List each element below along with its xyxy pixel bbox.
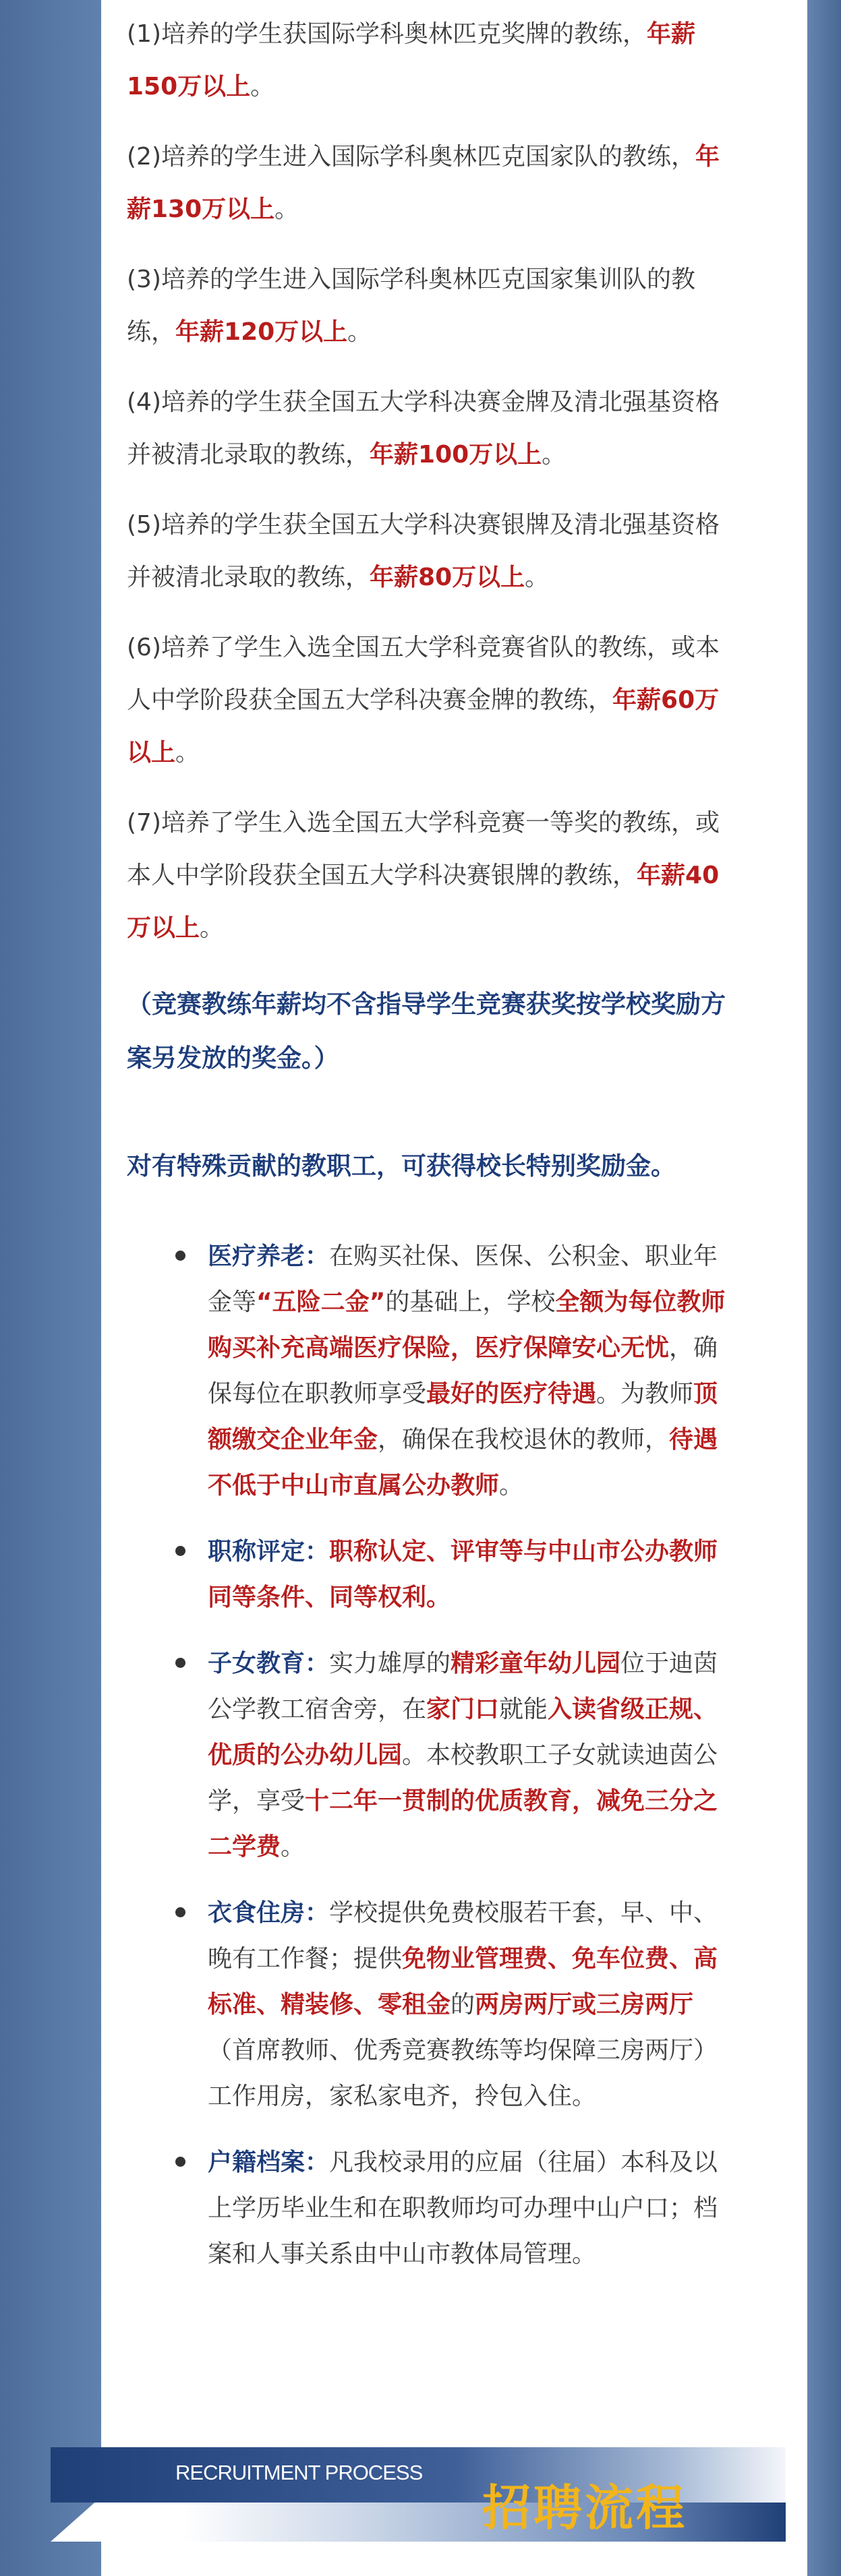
salary-highlight: 年薪150万以上 — [127, 20, 696, 100]
benefit-title: 医疗养老： — [208, 1242, 330, 1270]
salary-item-7: (7)培养了学生入选全国五大学科竞赛一等奖的教练，或本人中学阶段获全国五大学科决赛银牌的教练，年薪40万以上。 — [127, 809, 720, 942]
salary-item-3: (3)培养的学生进入国际学科奥林匹克国家集训队的教练，年薪120万以上。 — [127, 266, 695, 346]
benefit-title: 子女教育： — [208, 1650, 330, 1677]
salary-item-5: (5)培养的学生获全国五大学科决赛银牌及清北强基资格并被清北录取的教练，年薪80万以上。 — [127, 511, 720, 591]
salary-item-2: (2)培养的学生进入国际学科奥林匹克国家队的教练，年薪130万以上。 — [127, 143, 720, 223]
article-body — [127, 8, 734, 2298]
left-background-panel — [0, 0, 101, 2576]
benefit-title-evaluation: 职称评定：职称认定、评审等与中山市公办教师同等条件、同等权利。 — [175, 1529, 739, 1621]
benefit-title: 衣食住房： — [208, 1899, 330, 1927]
banner-chinese-title: 招聘流程 — [482, 2480, 688, 2536]
benefit-hukou-archives: 户籍档案：凡我校录用的应届（往届）本科及以上学历毕业生和在职教师均可办理中山户口；档案和人事关系由中山市教体局管理。 — [175, 2140, 739, 2277]
bullet-icon — [175, 2157, 185, 2167]
bullet-icon — [175, 1251, 185, 1261]
right-background-panel — [807, 0, 841, 2576]
salary-highlight: 年薪100万以上 — [370, 441, 542, 469]
bullet-icon — [175, 1907, 185, 1917]
banner-english-title: RECRUITMENT PROCESS — [175, 2461, 423, 2484]
benefit-medical: 医疗养老：在购买社保、医保、公积金、职业年金等“五险二金”的基础上，学校全额为每位教师购买补充高端医疗保险，医疗保障安心无忧，确保每位在职教师享受最好的医疗待遇。为教师顶额缴交企业年金，确保在我校退休的教师，待遇不低于中山市直属公办教师。 — [175, 1234, 739, 1509]
salary-highlight: 年薪80万以上 — [370, 564, 525, 591]
benefits-list — [175, 1234, 739, 2277]
salary-item-4: (4)培养的学生获全国五大学科决赛金牌及清北强基资格并被清北录取的教练，年薪100万以上。 — [127, 388, 720, 469]
benefit-title: 户籍档案： — [208, 2149, 330, 2176]
bonus-note: （竞赛教练年薪均不含指导学生竞赛获奖按学校奖励方案另发放的奖金。） — [127, 990, 726, 1073]
bullet-icon — [175, 1546, 185, 1556]
salary-item-1: (1)培养的学生获国际学科奥林匹克奖牌的教练，年薪150万以上。 — [127, 20, 696, 100]
bullet-icon — [175, 1658, 185, 1668]
benefit-living-housing: 衣食住房：学校提供免费校服若干套，早、中、晚有工作餐；提供免物业管理费、免车位费、高标准、精装修、零租金的两房两厅或三房两厅（首席教师、优秀竞赛教练等均保障三房两厅）工作用房，家私家电齐，拎包入住。 — [175, 1890, 739, 2120]
content-paper — [101, 0, 807, 2576]
benefit-children-education: 子女教育：实力雄厚的精彩童年幼儿园位于迪茵公学教工宿舍旁，在家门口就能入读省级正规、优质的公办幼儿园。本校教职工子女就读迪茵公学，享受十二年一贯制的优质教育，减免三分之二学费。 — [175, 1641, 739, 1870]
salary-item-6: (6)培养了学生入选全国五大学科竞赛省队的教练，或本人中学阶段获全国五大学科决赛金牌的教练，年薪60万以上。 — [127, 634, 720, 767]
salary-highlight: 年薪60万以上 — [127, 686, 720, 767]
recruitment-process-banner — [51, 2447, 786, 2542]
salary-highlight: 年薪120万以上 — [175, 318, 348, 346]
benefit-title: 职称评定： — [208, 1538, 330, 1565]
salary-highlight: 年薪40万以上 — [127, 862, 720, 942]
salary-highlight: 年薪130万以上 — [127, 143, 720, 223]
special-award-intro: 对有特殊贡献的教职工，可获得校长特别奖励金。 — [127, 1151, 676, 1180]
